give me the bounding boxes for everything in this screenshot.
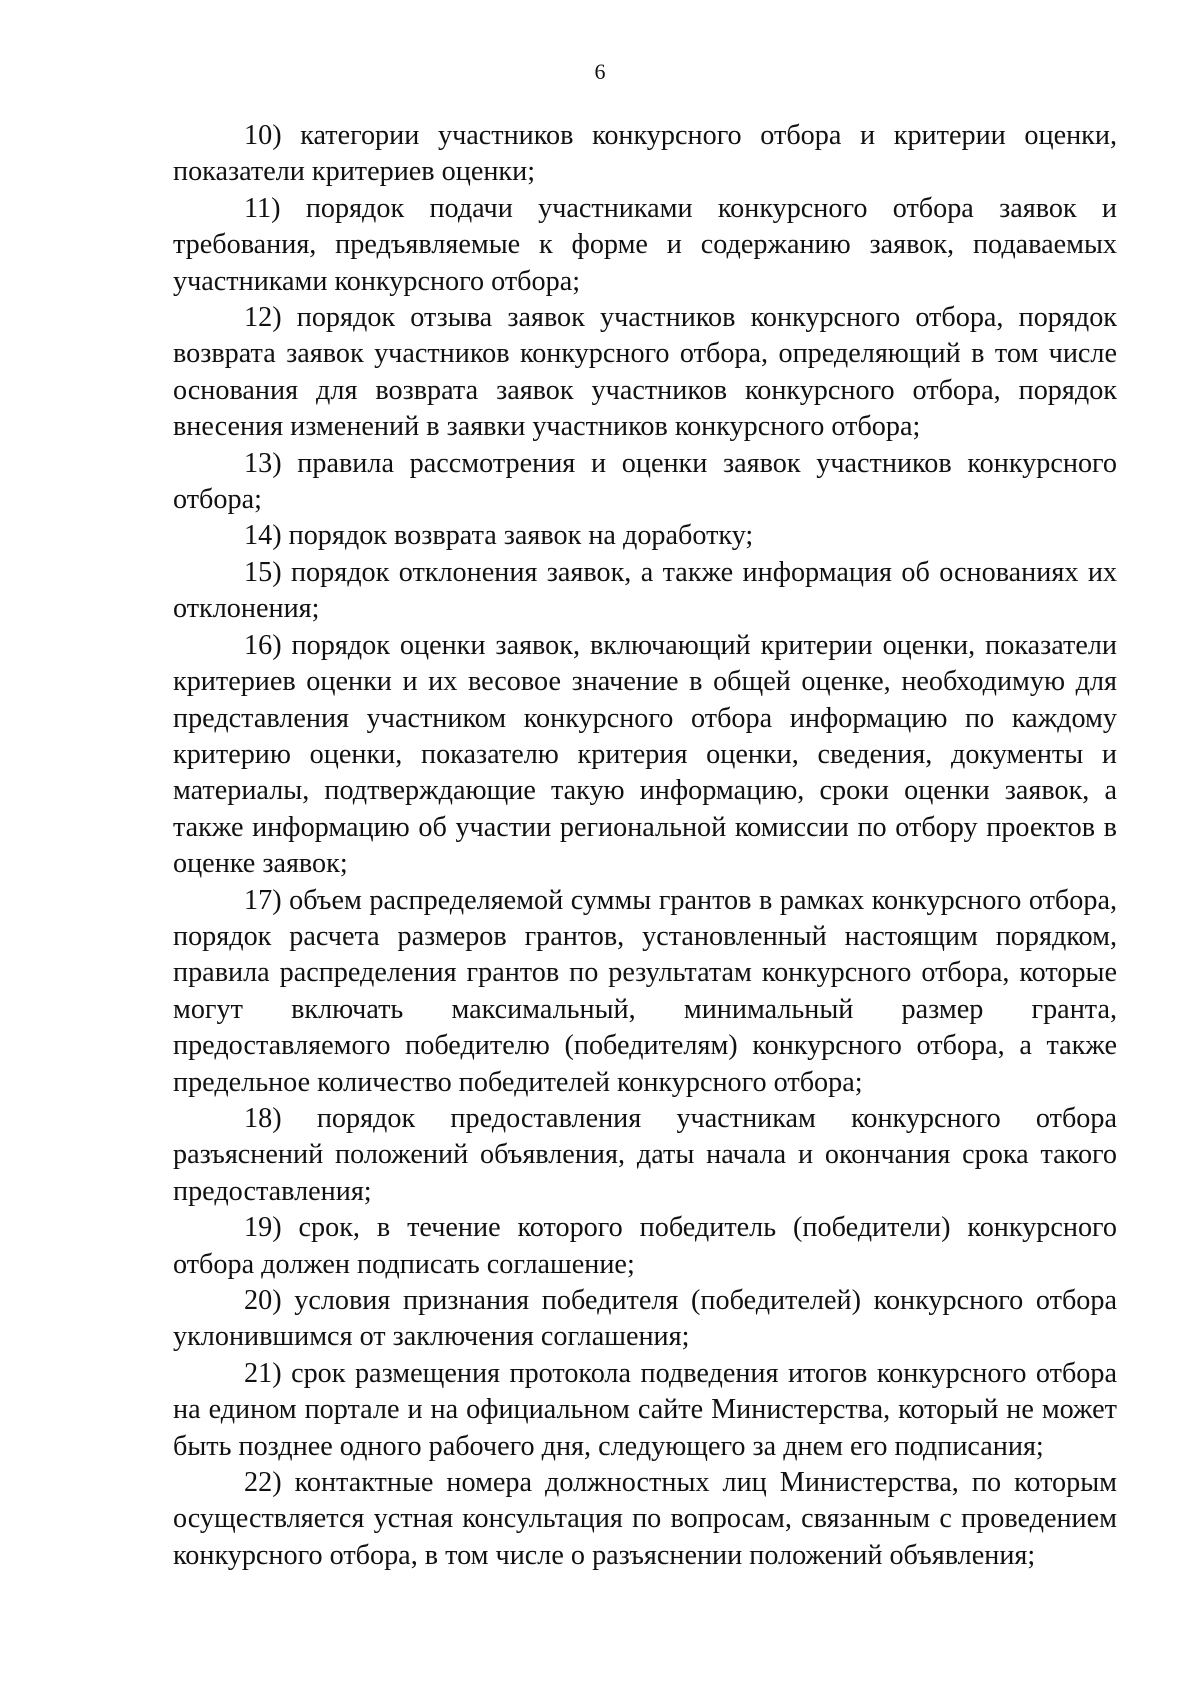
list-item: 17) объем распределяемой суммы грантов в рамках конкурсного отбора, порядок расчета размеров грантов, установленный настоящим порядком, правила распределения грантов по результатам конкурсного отбора, которые могут включать максимальный, минимальный размер гранта, предоставляемого победителю (победителям) конкурсного отбора, а также предельное количество победителей конкурсного отбора;	[173, 884, 1117, 1098]
list-item: 21) срок размещения протокола подведения итогов конкурсного отбора на едином портале и на официальном сайте Министерства, который не может быть позднее одного рабочего дня, следующего за днем его подписания;	[173, 1357, 1117, 1462]
list-item: 11) порядок подачи участниками конкурсного отбора заявок и требования, предъявляемые к форме и содержанию заявок, подаваемых участниками конкурсного отбора;	[173, 192, 1117, 297]
list-item: 10) категории участников конкурсного отбора и критерии оценки, показатели критериев оценки;	[173, 120, 1117, 188]
list-item: 22) контактные номера должностных лиц Министерства, по которым осуществляется устная консультация по вопросам, связанным с проведением конкурсного отбора, в том числе о разъяснении положений объявления;	[173, 1467, 1117, 1571]
list-item: 13) правила рассмотрения и оценки заявок участников конкурсного отбора;	[173, 447, 1117, 516]
page-number: 6	[594, 59, 606, 84]
list-item: 16) порядок оценки заявок, включающий критерии оценки, показатели критериев оценки и их весовое значение в общей оценке, необходимую для представления участником конкурсного отбора информацию по каждому критерию оценки, показателю критерия оценки, сведения, документы и материалы, подтверждающие такую информацию, сроки оценки заявок, а также информацию об участии региональной комиссии по отбору проектов в оценке заявок;	[173, 629, 1117, 880]
document-body	[173, 118, 1117, 1574]
list-item: 19) срок, в течение которого победитель (победители) конкурсного отбора должен подписать соглашение;	[173, 1212, 1117, 1280]
list-item: 15) порядок отклонения заявок, а также информация об основаниях их отклонения;	[173, 556, 1117, 625]
list-item: 20) условия признания победителя (победителей) конкурсного отбора уклонившимся от заключения соглашения;	[173, 1285, 1117, 1353]
list-item: 18) порядок предоставления участникам конкурсного отбора разъяснений положений объявления, даты начала и окончания срока такого предоставления;	[173, 1102, 1117, 1207]
list-item: 12) порядок отзыва заявок участников конкурсного отбора, порядок возврата заявок участников конкурсного отбора, определяющий в том числе основания для возврата заявок участников конкурсного отбора, порядок внесения изменений в заявки участников конкурсного отбора;	[173, 302, 1117, 443]
list-item: 14) порядок возврата заявок на доработку;	[244, 520, 754, 552]
